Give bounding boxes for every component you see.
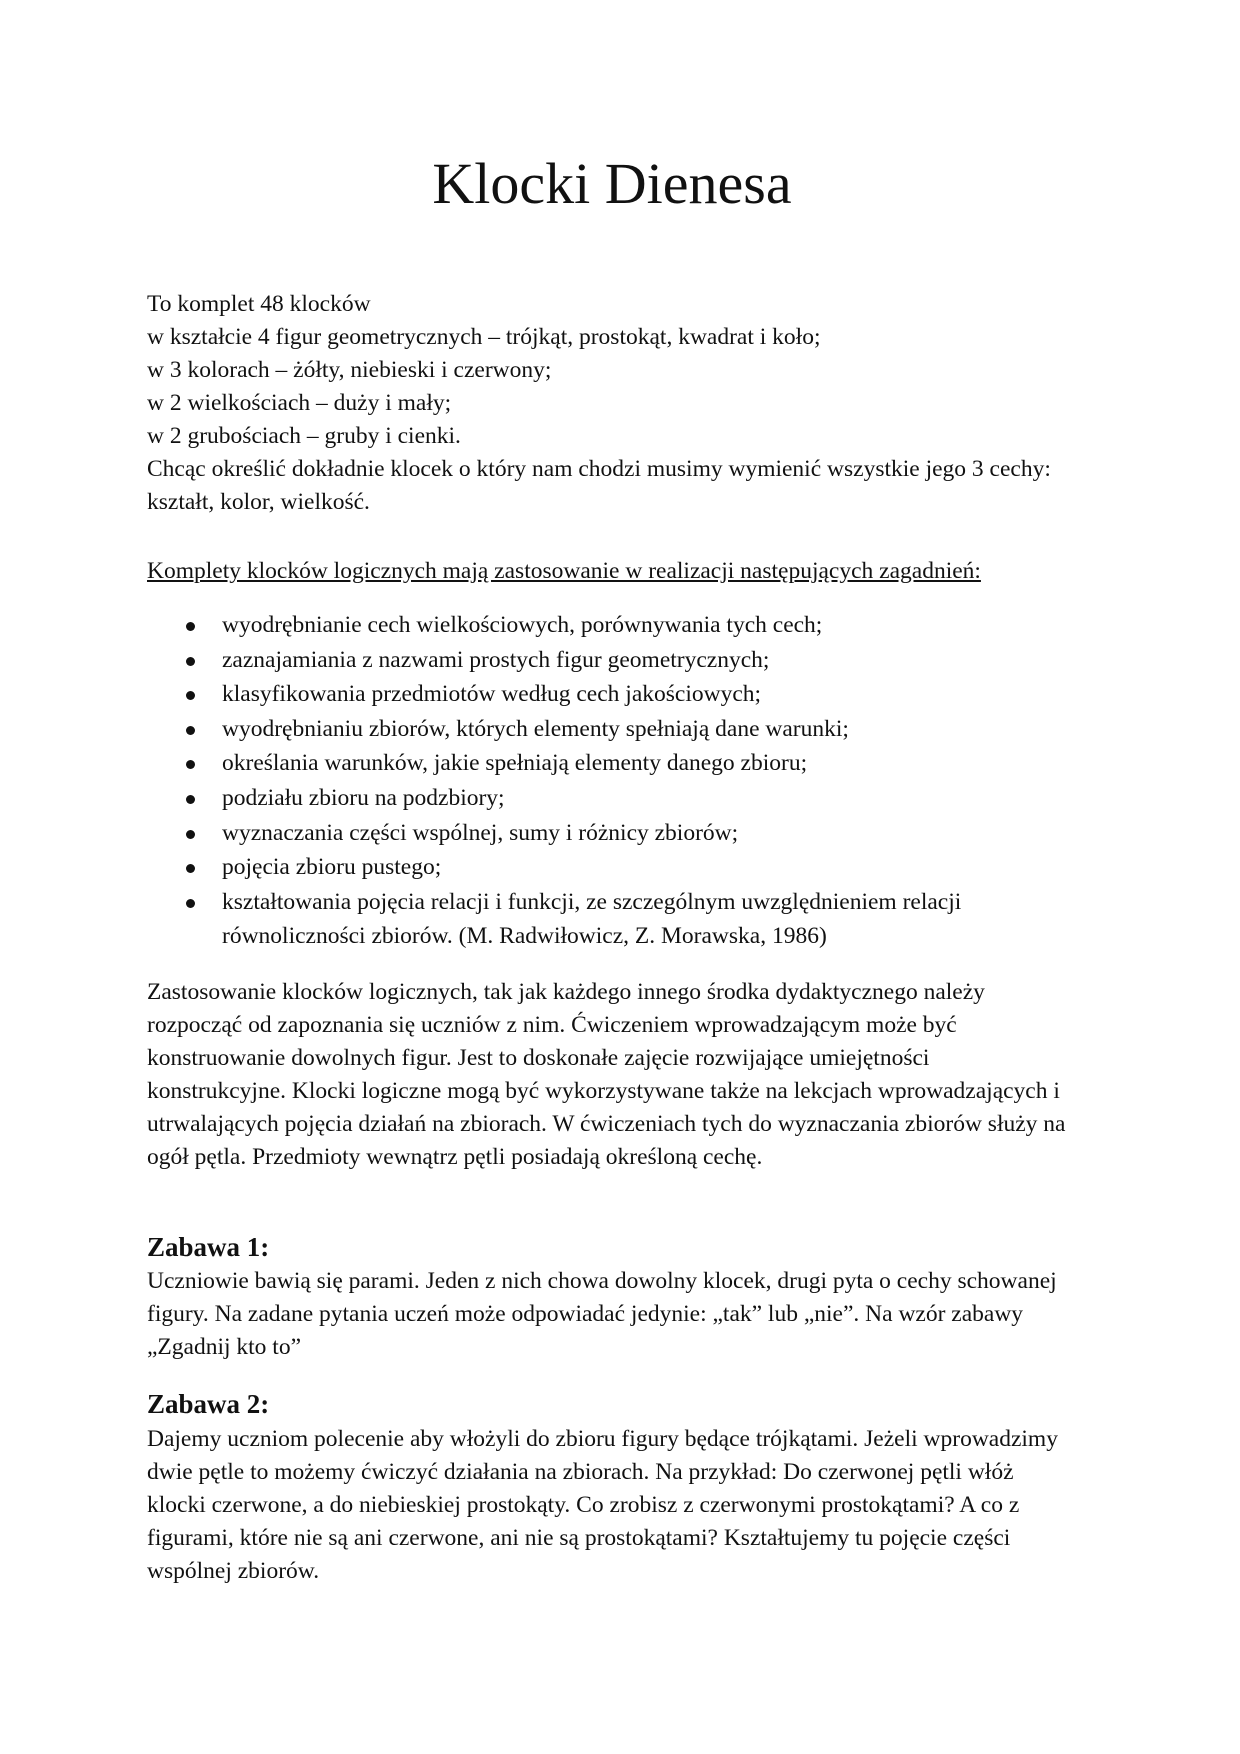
bullet-icon <box>186 726 195 735</box>
list-item <box>147 712 1067 747</box>
intro-line: w 2 grubościach – gruby i cienki. <box>147 423 461 449</box>
list-item-text: określania warunków, jakie spełniają elementy danego zbioru; <box>222 750 808 777</box>
list-item-text: zaznajamiania z nazwami prostych figur geometrycznych; <box>222 646 770 673</box>
list-item <box>147 781 1067 816</box>
game1-heading: Zabawa 1: <box>147 1232 270 1262</box>
game2-text: Dajemy uczniom polecenie aby włożyli do zbioru figury będące trójkątami. Jeżeli wprowadzimy dwie pętle to możemy ćwiczyć działania na zbiorach. Na przykład: Do czerwonej pętli włóż klocki czerwone, a do niebieskiej prostokąty. Co zrobisz z czerwonymi prostokątami? A co z figurami, które nie są ani czerwone, ani nie są prostokątami? Kształtujemy tu pojęcie części wspólnej zbiorów. <box>147 1426 1058 1584</box>
list-item <box>147 677 1067 712</box>
usage-paragraph: Zastosowanie klocków logicznych, tak jak każdego innego środka dydaktycznego należy rozpocząć od zapoznania się uczniów z nim. Ćwiczeniem wprowadzającym może być konstruowanie dowolnych figur. Jest to doskonałe zajęcie rozwijające umiejętności konstrukcyjne. Klocki logiczne mogą być wykorzystywane także na lekcjach wprowadzających i utrwalających pojęcia działań na zbiorach. W ćwiczeniach tych do wyznaczania zbiorów służy na ogół pętla. Przedmioty wewnątrz pętli posiadają określoną cechę. <box>147 979 1066 1170</box>
bullet-icon <box>186 691 195 700</box>
list-item-text: klasyfikowania przedmiotów według cech jakościowych; <box>222 681 762 708</box>
list-item-text: wyodrębnianie cech wielkościowych, porównywania tych cech; <box>222 612 823 638</box>
list-item <box>147 746 1067 781</box>
game1-text: Uczniowie bawią się parami. Jeden z nich chowa dowolny klocek, drugi pyta o cechy schowanej figury. Na zadane pytania uczeń może odpowiadać jedynie: „tak” lub „nie”. Na wzór zabawy „Zgadnij kto to” <box>147 1268 1057 1360</box>
bullet-icon <box>186 657 195 666</box>
list-item <box>147 850 1067 885</box>
list-item <box>147 608 1067 643</box>
intro-section <box>147 288 1067 519</box>
list-item <box>147 816 1067 851</box>
bullet-icon <box>186 622 195 631</box>
list-heading: Komplety klocków logicznych mają zastosowanie w realizacji następujących zagadnień: <box>147 558 981 584</box>
list-item-text: podziału zbioru na podzbiory; <box>222 784 505 811</box>
list-item <box>147 643 1067 678</box>
game2-heading: Zabawa 2: <box>147 1389 270 1419</box>
bullet-icon <box>186 864 195 873</box>
intro-line: w kształcie 4 figur geometrycznych – trójkąt, prostokąt, kwadrat i koło; <box>147 324 821 350</box>
bullet-icon <box>186 899 195 908</box>
document-title: Klocki Dienesa <box>432 151 792 216</box>
bullet-icon <box>186 795 195 804</box>
bullet-icon <box>186 830 195 839</box>
list-item <box>147 885 1067 954</box>
list-item-text: kształtowania pojęcia relacji i funkcji, ze szczególnym uwzględnieniem relacji równoliczności zbiorów. (M. Radwiłowicz, Z. Morawska, 1986) <box>222 888 962 950</box>
intro-paragraph: Chcąc określić dokładnie klocek o który nam chodzi musimy wymienić wszystkie jego 3 cechy: kształt, kolor, wielkość. <box>147 456 1051 515</box>
intro-line: w 3 kolorach – żółty, niebieski i czerwony; <box>147 357 552 383</box>
list-item-text: pojęcia zbioru pustego; <box>222 854 442 881</box>
bullet-icon <box>186 760 195 769</box>
list-item-text: wyznaczania części wspólnej, sumy i różnicy zbiorów; <box>222 819 739 846</box>
applications-list <box>147 608 1067 954</box>
list-item-text: wyodrębnianiu zbiorów, których elementy spełniają dane warunki; <box>222 715 849 742</box>
intro-line: w 2 wielkościach – duży i mały; <box>147 390 452 416</box>
intro-line: To komplet 48 klocków <box>147 291 371 317</box>
